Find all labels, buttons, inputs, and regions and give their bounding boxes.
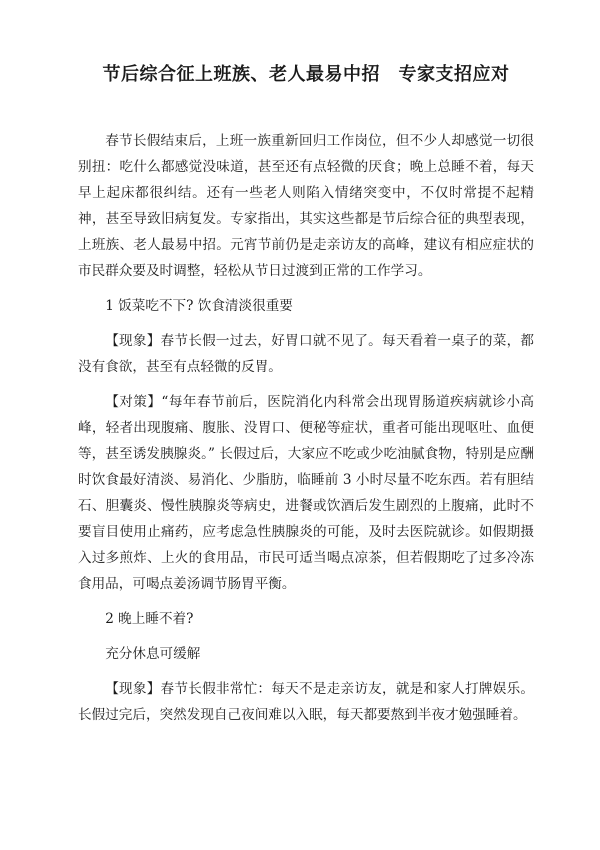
section-subheading-2: 充分休息可缓解 [105,646,201,662]
section-heading-2: 2 晚上睡不着? [105,611,194,627]
document-body [78,128,534,728]
phenomenon-paragraph-1: 【现象】春节长假一过去，好胃口就不见了。每天看着一桌子的菜，都没有食欲，甚至有点轻微的反胃。 [78,333,534,375]
countermeasure-paragraph-1: 【对策】“每年春节前后，医院消化内科常会出现胃肠道疾病就诊小高峰，轻者出现腹痛、腹胀、没胃口、便秘等症状，重者可能出现呕吐、血便等，甚至诱发胰腺炎。” 长假过后，大家应不吃或少吃油腻食物，特别是应酬时饮食最好清淡、易消化、少脂肪，临睡前 3 小时尽量不吃东西。若有胆结石、胆囊炎、慢性胰腺炎等病史，进餐或饮酒后发生剧烈的上腹痛，此时不要盲目使用止痛药，应考虑急性胰腺炎的可能，及时去医院就诊。如假期摄入过多煎炸、上火的食用品，市民可适当喝点凉茶，但若假期吃了过多冷冻食用品，可喝点姜汤调节肠胃平衡。 [78,394,534,592]
phenomenon-paragraph-2: 【现象】春节长假非常忙：每天不是走亲访友，就是和家人打牌娱乐。长假过完后，突然发现自己夜间难以入眠，每天都要熬到半夜才勉强睡着。 [78,681,534,723]
intro-paragraph: 春节长假结束后，上班一族重新回归工作岗位，但不少人却感觉一切很别扭：吃什么都感觉没味道，甚至还有点轻微的厌食；晚上总睡不着，每天早上起床都很纠结。还有一些老人则陷入情绪突变中，不仅时常提不起精神，甚至导致旧病复发。专家指出，其实这些都是节后综合征的典型表现，上班族、老人最易中招。元宵节前仍是走亲访友的高峰，建议有相应症状的市民群众要及时调整，轻松从节日过渡到正常的工作学习。 [78,133,534,279]
section-heading-1: 1 饭菜吃不下? 饮食清淡很重要 [105,298,293,314]
document-title: 节后综合征上班族、老人最易中招 专家支招应对 [102,64,510,85]
